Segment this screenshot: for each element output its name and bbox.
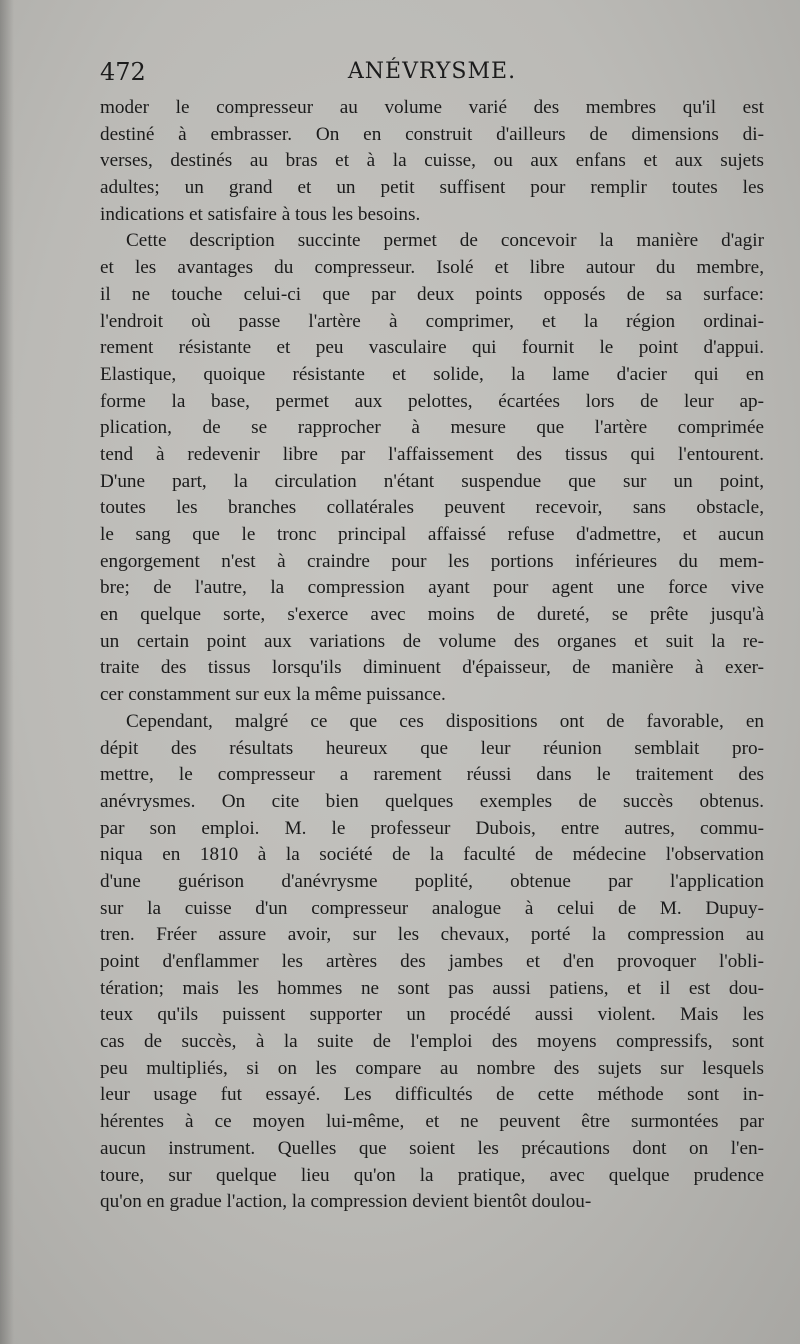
text-line: anévrysmes. On cite bien quelques exemples de succès obtenus. <box>100 790 764 812</box>
text-line: par son emploi. M. le professeur Dubois, entre autres, commu- <box>100 817 764 839</box>
text-line: en quelque sorte, s'exerce avec moins de dureté, se prête jusqu'à <box>100 604 764 626</box>
running-title: ANÉVRYSME. <box>347 59 517 84</box>
text-line: destiné à embrasser. On en construit d'ailleurs de dimensions di- <box>100 123 764 145</box>
text-line: d'une guérison d'anévrysme poplité, obtenue par l'application <box>100 870 764 892</box>
text-line: verses, destinés au bras et à la cuisse, ou aux enfans et aux sujets <box>100 150 764 172</box>
text-line: dépit des résultats heureux que leur réunion semblait pro- <box>100 737 764 759</box>
text-line: le sang que le tronc principal affaissé refuse d'admettre, et aucun <box>100 524 764 545</box>
text-line: engorgement n'est à craindre pour les portions inférieures du mem- <box>100 550 764 572</box>
text-line: indications et satisfaire à tous les besoins. <box>100 203 421 225</box>
page-number: 472 <box>100 58 146 86</box>
text-line: aucun instrument. Quelles que soient les précautions dont on l'en- <box>100 1137 764 1159</box>
text-line: sur la cuisse d'un compresseur analogue à celui de M. Dupuy- <box>100 897 764 919</box>
text-line: tération; mais les hommes ne sont pas aussi patiens, et il est dou- <box>100 977 764 999</box>
text-line: toure, sur quelque lieu qu'on la pratique, avec quelque prudence <box>100 1164 764 1186</box>
text-line: Elastique, quoique résistante et solide, la lame d'acier qui en <box>100 363 764 385</box>
text-line: peu multipliés, si on les compare au nombre des sujets sur lesquels <box>100 1057 764 1079</box>
text-line: niqua en 1810 à la société de la faculté de médecine l'observation <box>100 844 764 866</box>
text-line: teux qu'ils puissent supporter un procédé aussi violent. Mais les <box>100 1004 764 1026</box>
text-line: qu'on en gradue l'action, la compression devient bientôt doulou- <box>100 1191 592 1213</box>
text-line: et les avantages du compresseur. Isolé et libre autour du membre, <box>100 257 764 279</box>
text-line: hérentes à ce moyen lui-même, et ne peuvent être surmontées par <box>100 1111 764 1133</box>
text-line: forme la base, permet aux pelottes, écartées lors de leur ap- <box>100 390 764 412</box>
text-line: tend à redevenir libre par l'affaissement des tissus qui l'entourent. <box>100 443 764 465</box>
text-line: cer constamment sur eux la même puissance. <box>100 684 446 706</box>
text-line: adultes; un grand et un petit suffisent pour remplir toutes les <box>100 177 764 199</box>
text-line: Cette description succinte permet de concevoir la manière d'agir <box>126 230 764 252</box>
text-line: traite des tissus lorsqu'ils diminuent d'épaisseur, de manière à exer- <box>100 657 764 679</box>
text-line: bre; de l'autre, la compression ayant pour agent une force vive <box>100 577 764 599</box>
text-line: Cependant, malgré ce que ces dispositions ont de favorable, en <box>126 710 764 732</box>
text-line: moder le compresseur au volume varié des membres qu'il est <box>100 97 764 118</box>
text-line: mettre, le compresseur a rarement réussi dans le traitement des <box>100 764 764 786</box>
text-line: l'endroit où passe l'artère à comprimer, et la région ordinai- <box>100 310 764 332</box>
text-line: tren. Fréer assure avoir, sur les chevaux, porté la compression au <box>100 924 764 946</box>
text-line: rement résistante et peu vasculaire qui fournit le point d'appui. <box>100 337 764 359</box>
running-head <box>100 56 764 88</box>
text-line: leur usage fut essayé. Les difficultés de cette méthode sont in- <box>100 1084 764 1106</box>
text-line: plication, de se rapprocher à mesure que l'artère comprimée <box>100 417 764 439</box>
text-line: un certain point aux variations de volume des organes et suit la re- <box>100 630 764 652</box>
text-line: D'une part, la circulation n'étant suspendue que sur un point, <box>100 470 764 492</box>
text-line: cas de succès, à la suite de l'emploi des moyens compressifs, sont <box>100 1031 764 1053</box>
text-line: toutes les branches collatérales peuvent recevoir, sans obstacle, <box>100 497 764 519</box>
body-text <box>100 95 764 1216</box>
text-line: point d'enflammer les artères des jambes et d'en provoquer l'obli- <box>100 951 764 972</box>
text-line: il ne touche celui-ci que par deux points opposés de sa surface: <box>100 283 764 305</box>
